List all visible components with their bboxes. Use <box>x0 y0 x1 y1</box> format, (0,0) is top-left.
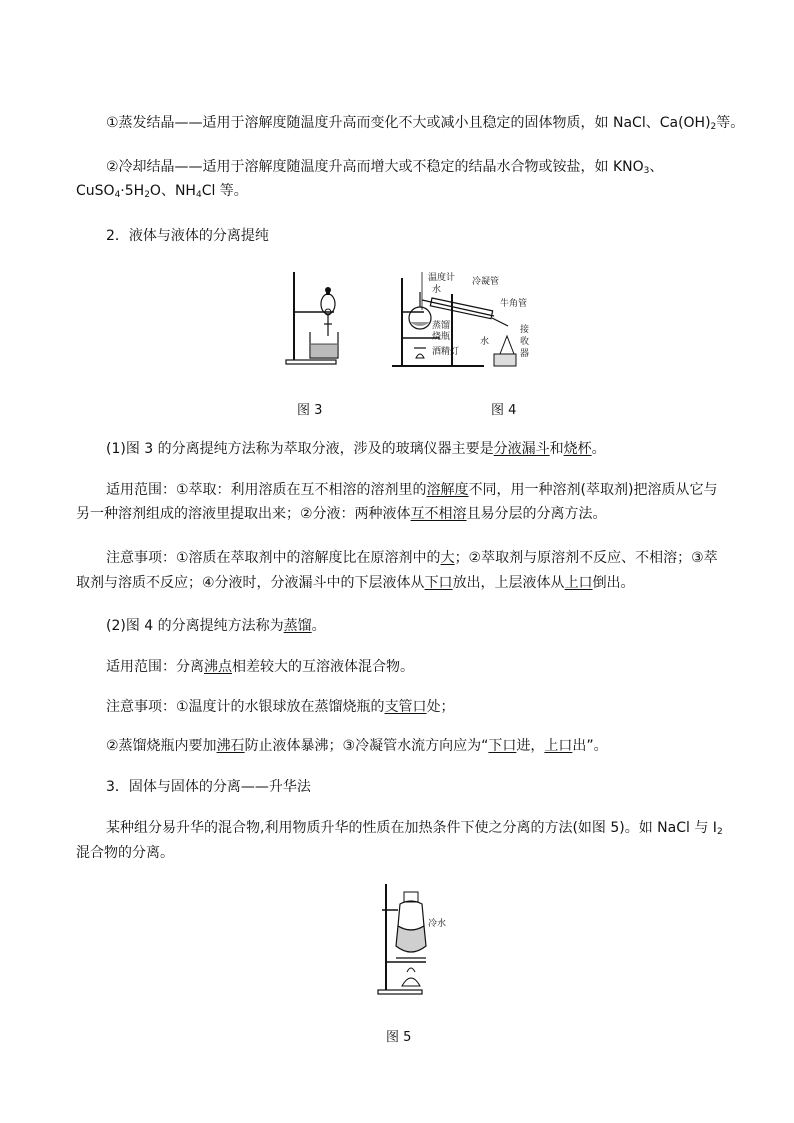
figure-4-caption: 图 4 <box>491 403 517 418</box>
thermometer-label: 温度计 <box>428 273 456 283</box>
paragraph-distillation-notes-2: ②蒸馏烧瓶内要加沸石防止液体暴沸；③冷凝管水流方向应为“下口进，上口出”。 <box>106 738 608 754</box>
paragraph-distillation-scope: 适用范围：分离沸点相差较大的互溶液体混合物。 <box>106 659 414 675</box>
receiver-label-3: 器 <box>520 349 530 359</box>
figure-4-distillation-apparatus <box>388 268 548 373</box>
sublimation-paragraph-line-1: 某种组分易升华的混合物,利用物质升华的性质在加热条件下使之分离的方法(如图 5)。如 NaCl 与 $I_2$ <box>106 820 723 837</box>
adapter-label: 牛角管 <box>500 299 528 309</box>
paragraph-extraction-method: (1)图 3 的分离提纯方法称为萃取分液，涉及的玻璃仪器主要是分液漏斗和烧杯。 <box>106 441 606 457</box>
paragraph-notes-line-1: 注意事项：①溶质在萃取剂中的溶解度比在原溶剂中的大；②萃取剂与原溶剂不反应、不相溶；③萃 <box>106 550 718 566</box>
paragraph-scope-line-1: 适用范围：①萃取：利用溶质在互不相溶的溶剂里的溶解度不同，用一种溶剂(萃取剂)把溶质从它与 <box>106 482 718 498</box>
sublimation-paragraph-line-2: 混合物的分离。 <box>76 845 174 861</box>
figure-5-sublimation-apparatus <box>378 880 468 1000</box>
figure-3-separatory-funnel <box>280 268 350 368</box>
section-2-heading: 2．液体与液体的分离提纯 <box>106 228 269 244</box>
paragraph-scope-line-2: 另一种溶剂组成的溶液里提取出来；②分液：两种液体互不相溶且易分层的分离方法。 <box>76 506 607 522</box>
figure-5-caption: 图 5 <box>386 1030 412 1045</box>
cooling-crystallization-examples: $CuSO_4\cdot 5H_2O$、$NH_4Cl$ 等。 <box>76 183 248 200</box>
evaporation-crystallization-line: ①蒸发结晶——适用于溶解度随温度升高而变化不大或减小且稳定的固体物质，如 NaCl、$Ca(OH)_2$等。 <box>106 115 745 132</box>
flask-label-2: 烧瓶 <box>432 332 451 342</box>
water-inlet-label: 水 <box>480 337 490 347</box>
cooling-crystallization-line: ②冷却结晶——适用于溶解度随温度升高而增大或不稳定的结晶水合物或铵盐，如 $KNO_3$、 <box>106 159 664 176</box>
receiver-label-2: 收 <box>520 337 530 347</box>
figure-3-caption: 图 3 <box>297 403 323 418</box>
cold-water-label: 冷水 <box>428 919 447 929</box>
receiver-label-1: 接 <box>520 325 530 335</box>
water-outlet-label: 水 <box>432 285 442 295</box>
paragraph-distillation-method: (2)图 4 的分离提纯方法称为蒸馏。 <box>106 618 326 634</box>
section-3-heading: 3．固体与固体的分离——升华法 <box>106 779 311 795</box>
flask-label-1: 蒸馏 <box>432 321 451 331</box>
condenser-label: 冷凝管 <box>472 277 500 287</box>
paragraph-notes-line-2: 取剂与溶质不反应；④分液时，分液漏斗中的下层液体从下口放出，上层液体从上口倒出。 <box>76 575 635 591</box>
alcohol-lamp-label: 酒精灯 <box>432 347 460 357</box>
paragraph-distillation-notes-1: 注意事项：①温度计的水银球放在蒸馏烧瓶的支管口处； <box>106 699 455 715</box>
